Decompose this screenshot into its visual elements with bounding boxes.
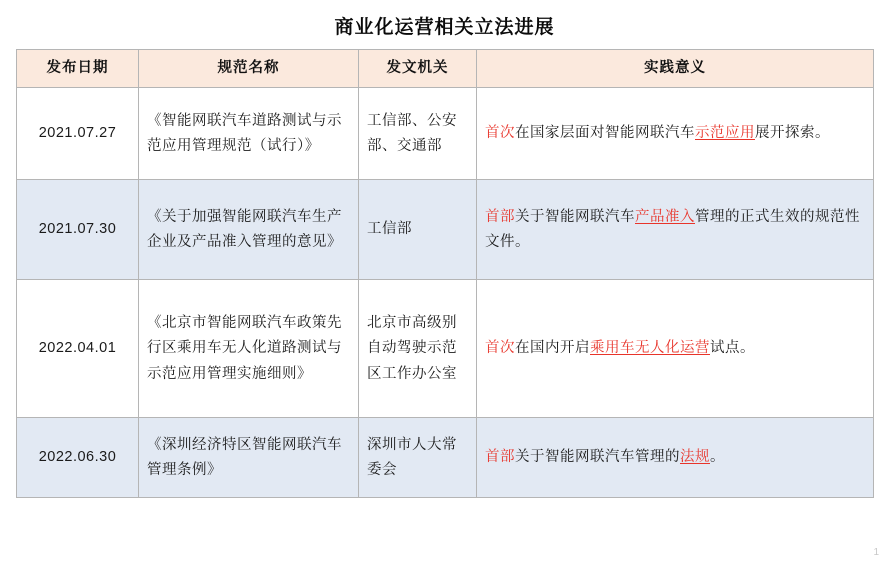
- column-header-meaning: 实践意义: [477, 50, 874, 88]
- cell-date: 2021.07.27: [17, 88, 139, 180]
- table-container: [16, 49, 873, 498]
- plain-text: 关于智能网联汽车管理的: [515, 449, 680, 466]
- highlighted-text: 示范应用: [695, 125, 755, 142]
- plain-text: 试点。: [710, 340, 755, 357]
- plain-text: 展开探索。: [755, 125, 830, 142]
- highlighted-text: 乘用车无人化运营: [590, 340, 710, 357]
- legislation-table: [16, 49, 874, 498]
- highlighted-text: 首部: [485, 449, 515, 466]
- cell-org: 北京市高级别自动驾驶示范区工作办公室: [359, 280, 477, 418]
- table-row: [17, 180, 874, 280]
- plain-text: 在国家层面对智能网联汽车: [515, 125, 695, 142]
- cell-name: 《智能网联汽车道路测试与示范应用管理规范（试行）》: [139, 88, 359, 180]
- plain-text: 关于智能网联汽车: [515, 208, 635, 225]
- cell-date: 2022.06.30: [17, 418, 139, 498]
- corner-page-mark: 1: [873, 547, 879, 558]
- table-header: [17, 50, 874, 88]
- cell-date: 2022.04.01: [17, 280, 139, 418]
- cell-date: 2021.07.30: [17, 180, 139, 280]
- highlighted-text: 首次: [485, 125, 515, 142]
- table-header-row: [17, 50, 874, 88]
- cell-meaning: [477, 88, 874, 180]
- highlighted-text: 首部: [485, 208, 515, 225]
- column-header-name: 规范名称: [139, 50, 359, 88]
- highlighted-text: 产品准入: [635, 208, 695, 225]
- highlighted-text: 首次: [485, 340, 515, 357]
- cell-meaning: [477, 280, 874, 418]
- table-row: [17, 280, 874, 418]
- cell-org: 工信部: [359, 180, 477, 280]
- table-body: [17, 88, 874, 498]
- cell-meaning: [477, 180, 874, 280]
- cell-name: 《关于加强智能网联汽车生产企业及产品准入管理的意见》: [139, 180, 359, 280]
- cell-meaning: [477, 418, 874, 498]
- cell-org: 工信部、公安部、交通部: [359, 88, 477, 180]
- cell-org: 深圳市人大常委会: [359, 418, 477, 498]
- plain-text: 管理的正式生效的规范性文件。: [485, 208, 860, 250]
- column-header-org: 发文机关: [359, 50, 477, 88]
- plain-text: 在国内开启: [515, 340, 590, 357]
- table-row: [17, 88, 874, 180]
- cell-name: 《北京市智能网联汽车政策先行区乘用车无人化道路测试与示范应用管理实施细则》: [139, 280, 359, 418]
- page-title: 商业化运营相关立法进展: [334, 17, 555, 38]
- plain-text: 。: [710, 449, 725, 466]
- highlighted-text: 法规: [680, 449, 710, 466]
- table-row: [17, 418, 874, 498]
- cell-name: 《深圳经济特区智能网联汽车管理条例》: [139, 418, 359, 498]
- column-header-date: 发布日期: [17, 50, 139, 88]
